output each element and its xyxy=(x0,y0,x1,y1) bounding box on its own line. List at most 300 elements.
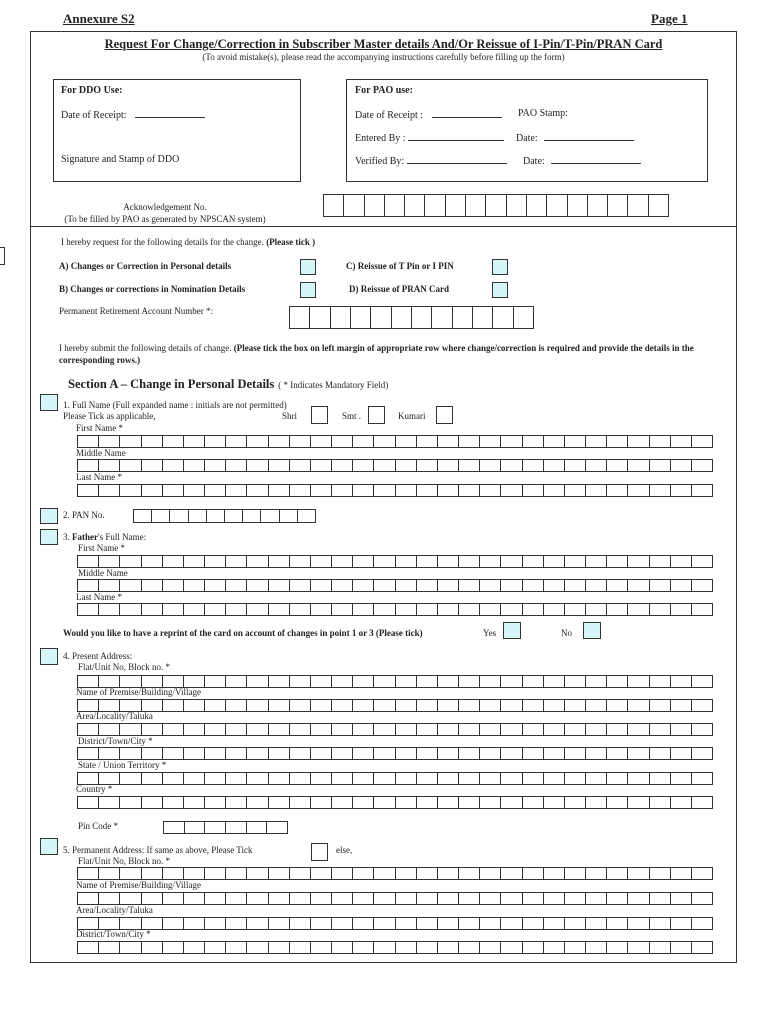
character-cell[interactable] xyxy=(480,868,501,879)
character-cell[interactable] xyxy=(523,893,544,904)
character-cell[interactable] xyxy=(523,580,544,591)
character-cell[interactable] xyxy=(374,604,395,615)
character-cell[interactable] xyxy=(544,700,565,711)
character-cell[interactable] xyxy=(99,485,120,496)
character-cell[interactable] xyxy=(438,676,459,687)
character-cell[interactable] xyxy=(671,485,692,496)
character-cell[interactable] xyxy=(438,436,459,447)
character-cell[interactable] xyxy=(280,510,298,522)
character-cell[interactable] xyxy=(374,676,395,687)
character-cell[interactable] xyxy=(311,460,332,471)
character-cell[interactable] xyxy=(459,485,480,496)
character-cell[interactable] xyxy=(417,676,438,687)
character-cell[interactable] xyxy=(480,700,501,711)
character-cell[interactable] xyxy=(438,485,459,496)
character-cell[interactable] xyxy=(226,700,247,711)
character-cell[interactable] xyxy=(374,556,395,567)
character-cell[interactable] xyxy=(507,195,527,216)
character-cell[interactable] xyxy=(142,724,163,735)
character-cell[interactable] xyxy=(205,485,226,496)
character-cell[interactable] xyxy=(332,676,353,687)
character-cell[interactable] xyxy=(184,748,205,759)
character-cell[interactable] xyxy=(120,604,141,615)
character-cell[interactable] xyxy=(205,580,226,591)
character-cell[interactable] xyxy=(586,485,607,496)
character-cell[interactable] xyxy=(311,676,332,687)
character-cell[interactable] xyxy=(205,773,226,784)
character-cell[interactable] xyxy=(269,436,290,447)
character-cell[interactable] xyxy=(586,436,607,447)
character-cell[interactable] xyxy=(396,773,417,784)
character-cell[interactable] xyxy=(353,460,374,471)
character-cell[interactable] xyxy=(290,700,311,711)
character-cell[interactable] xyxy=(290,893,311,904)
character-cell[interactable] xyxy=(692,556,712,567)
character-cell[interactable] xyxy=(269,868,290,879)
present-country-grid[interactable] xyxy=(77,796,713,809)
character-cell[interactable] xyxy=(163,893,184,904)
character-cell[interactable] xyxy=(523,868,544,879)
character-cell[interactable] xyxy=(311,773,332,784)
character-cell[interactable] xyxy=(692,700,712,711)
character-cell[interactable] xyxy=(568,195,588,216)
present-premise-grid[interactable] xyxy=(77,699,713,712)
character-cell[interactable] xyxy=(396,485,417,496)
character-cell[interactable] xyxy=(438,868,459,879)
character-cell[interactable] xyxy=(544,868,565,879)
character-cell[interactable] xyxy=(493,307,513,328)
character-cell[interactable] xyxy=(374,893,395,904)
character-cell[interactable] xyxy=(163,604,184,615)
character-cell[interactable] xyxy=(396,700,417,711)
character-cell[interactable] xyxy=(544,893,565,904)
character-cell[interactable] xyxy=(247,918,268,929)
character-cell[interactable] xyxy=(501,700,522,711)
character-cell[interactable] xyxy=(501,918,522,929)
character-cell[interactable] xyxy=(628,918,649,929)
character-cell[interactable] xyxy=(261,510,279,522)
character-cell[interactable] xyxy=(374,485,395,496)
character-cell[interactable] xyxy=(607,724,628,735)
character-cell[interactable] xyxy=(459,748,480,759)
character-cell[interactable] xyxy=(120,580,141,591)
character-cell[interactable] xyxy=(163,748,184,759)
character-cell[interactable] xyxy=(607,556,628,567)
character-cell[interactable] xyxy=(332,942,353,953)
character-cell[interactable] xyxy=(692,797,712,808)
character-cell[interactable] xyxy=(417,748,438,759)
character-cell[interactable] xyxy=(692,773,712,784)
character-cell[interactable] xyxy=(332,485,353,496)
character-cell[interactable] xyxy=(544,556,565,567)
character-cell[interactable] xyxy=(417,797,438,808)
character-cell[interactable] xyxy=(353,868,374,879)
character-cell[interactable] xyxy=(205,748,226,759)
character-cell[interactable] xyxy=(438,797,459,808)
character-cell[interactable] xyxy=(459,700,480,711)
character-cell[interactable] xyxy=(459,436,480,447)
character-cell[interactable] xyxy=(650,942,671,953)
character-cell[interactable] xyxy=(586,918,607,929)
character-cell[interactable] xyxy=(459,580,480,591)
character-cell[interactable] xyxy=(438,724,459,735)
character-cell[interactable] xyxy=(184,604,205,615)
character-cell[interactable] xyxy=(142,773,163,784)
character-cell[interactable] xyxy=(650,773,671,784)
character-cell[interactable] xyxy=(311,748,332,759)
character-cell[interactable] xyxy=(565,604,586,615)
character-cell[interactable] xyxy=(290,460,311,471)
character-cell[interactable] xyxy=(184,868,205,879)
character-cell[interactable] xyxy=(247,556,268,567)
character-cell[interactable] xyxy=(78,918,99,929)
character-cell[interactable] xyxy=(374,460,395,471)
character-cell[interactable] xyxy=(692,436,712,447)
character-cell[interactable] xyxy=(459,868,480,879)
character-cell[interactable] xyxy=(332,893,353,904)
character-cell[interactable] xyxy=(586,700,607,711)
character-cell[interactable] xyxy=(184,700,205,711)
character-cell[interactable] xyxy=(332,556,353,567)
character-cell[interactable] xyxy=(311,942,332,953)
character-cell[interactable] xyxy=(586,942,607,953)
character-cell[interactable] xyxy=(247,773,268,784)
character-cell[interactable] xyxy=(607,485,628,496)
character-cell[interactable] xyxy=(628,436,649,447)
character-cell[interactable] xyxy=(586,748,607,759)
character-cell[interactable] xyxy=(353,724,374,735)
character-cell[interactable] xyxy=(459,918,480,929)
present-address-change-checkbox[interactable] xyxy=(40,648,58,665)
character-cell[interactable] xyxy=(396,724,417,735)
character-cell[interactable] xyxy=(586,604,607,615)
character-cell[interactable] xyxy=(290,942,311,953)
character-cell[interactable] xyxy=(269,773,290,784)
character-cell[interactable] xyxy=(523,485,544,496)
character-cell[interactable] xyxy=(78,485,99,496)
character-cell[interactable] xyxy=(184,460,205,471)
character-cell[interactable] xyxy=(163,436,184,447)
character-cell[interactable] xyxy=(692,485,712,496)
character-cell[interactable] xyxy=(417,918,438,929)
character-cell[interactable] xyxy=(650,797,671,808)
character-cell[interactable] xyxy=(544,942,565,953)
character-cell[interactable] xyxy=(205,868,226,879)
character-cell[interactable] xyxy=(99,676,120,687)
character-cell[interactable] xyxy=(544,918,565,929)
character-cell[interactable] xyxy=(184,485,205,496)
character-cell[interactable] xyxy=(628,773,649,784)
character-cell[interactable] xyxy=(671,700,692,711)
character-cell[interactable] xyxy=(417,700,438,711)
character-cell[interactable] xyxy=(396,580,417,591)
present-state-grid[interactable] xyxy=(77,772,713,785)
character-cell[interactable] xyxy=(311,436,332,447)
character-cell[interactable] xyxy=(480,748,501,759)
character-cell[interactable] xyxy=(269,676,290,687)
middle-name-grid[interactable] xyxy=(77,459,713,472)
character-cell[interactable] xyxy=(374,580,395,591)
character-cell[interactable] xyxy=(607,942,628,953)
character-cell[interactable] xyxy=(671,918,692,929)
character-cell[interactable] xyxy=(514,307,533,328)
character-cell[interactable] xyxy=(671,724,692,735)
character-cell[interactable] xyxy=(374,797,395,808)
character-cell[interactable] xyxy=(226,773,247,784)
character-cell[interactable] xyxy=(480,604,501,615)
character-cell[interactable] xyxy=(290,773,311,784)
character-cell[interactable] xyxy=(586,893,607,904)
character-cell[interactable] xyxy=(78,580,99,591)
character-cell[interactable] xyxy=(311,556,332,567)
character-cell[interactable] xyxy=(650,724,671,735)
character-cell[interactable] xyxy=(332,460,353,471)
character-cell[interactable] xyxy=(480,773,501,784)
character-cell[interactable] xyxy=(163,868,184,879)
character-cell[interactable] xyxy=(163,797,184,808)
character-cell[interactable] xyxy=(226,748,247,759)
character-cell[interactable] xyxy=(586,460,607,471)
character-cell[interactable] xyxy=(396,942,417,953)
character-cell[interactable] xyxy=(607,460,628,471)
character-cell[interactable] xyxy=(628,580,649,591)
character-cell[interactable] xyxy=(650,893,671,904)
character-cell[interactable] xyxy=(650,918,671,929)
permanent-area-grid[interactable] xyxy=(77,917,713,930)
character-cell[interactable] xyxy=(628,556,649,567)
character-cell[interactable] xyxy=(163,485,184,496)
character-cell[interactable] xyxy=(243,510,261,522)
character-cell[interactable] xyxy=(628,797,649,808)
character-cell[interactable] xyxy=(650,485,671,496)
character-cell[interactable] xyxy=(247,604,268,615)
character-cell[interactable] xyxy=(78,460,99,471)
entered-by-field[interactable] xyxy=(408,131,504,141)
character-cell[interactable] xyxy=(565,676,586,687)
character-cell[interactable] xyxy=(99,868,120,879)
pao-date-field[interactable] xyxy=(432,108,502,118)
character-cell[interactable] xyxy=(607,748,628,759)
character-cell[interactable] xyxy=(396,893,417,904)
character-cell[interactable] xyxy=(269,942,290,953)
character-cell[interactable] xyxy=(290,868,311,879)
character-cell[interactable] xyxy=(290,485,311,496)
character-cell[interactable] xyxy=(205,700,226,711)
character-cell[interactable] xyxy=(628,700,649,711)
character-cell[interactable] xyxy=(290,748,311,759)
shri-checkbox[interactable] xyxy=(311,406,328,424)
character-cell[interactable] xyxy=(405,195,425,216)
character-cell[interactable] xyxy=(205,942,226,953)
character-cell[interactable] xyxy=(671,676,692,687)
character-cell[interactable] xyxy=(269,580,290,591)
character-cell[interactable] xyxy=(142,580,163,591)
character-cell[interactable] xyxy=(438,604,459,615)
character-cell[interactable] xyxy=(523,797,544,808)
character-cell[interactable] xyxy=(226,868,247,879)
character-cell[interactable] xyxy=(185,822,206,833)
character-cell[interactable] xyxy=(226,460,247,471)
character-cell[interactable] xyxy=(480,485,501,496)
character-cell[interactable] xyxy=(163,773,184,784)
character-cell[interactable] xyxy=(269,460,290,471)
character-cell[interactable] xyxy=(607,676,628,687)
character-cell[interactable] xyxy=(353,748,374,759)
character-cell[interactable] xyxy=(120,700,141,711)
character-cell[interactable] xyxy=(671,797,692,808)
father-name-change-checkbox[interactable] xyxy=(40,529,58,545)
character-cell[interactable] xyxy=(189,510,207,522)
character-cell[interactable] xyxy=(459,676,480,687)
kumari-checkbox[interactable] xyxy=(436,406,453,424)
character-cell[interactable] xyxy=(544,460,565,471)
character-cell[interactable] xyxy=(247,676,268,687)
character-cell[interactable] xyxy=(332,580,353,591)
ddo-date-field[interactable] xyxy=(135,108,205,118)
character-cell[interactable] xyxy=(438,700,459,711)
character-cell[interactable] xyxy=(396,748,417,759)
reprint-no-checkbox[interactable] xyxy=(583,622,601,639)
character-cell[interactable] xyxy=(184,676,205,687)
character-cell[interactable] xyxy=(226,580,247,591)
character-cell[interactable] xyxy=(692,604,712,615)
character-cell[interactable] xyxy=(671,748,692,759)
character-cell[interactable] xyxy=(269,604,290,615)
character-cell[interactable] xyxy=(438,556,459,567)
character-cell[interactable] xyxy=(459,942,480,953)
character-cell[interactable] xyxy=(586,724,607,735)
character-cell[interactable] xyxy=(311,893,332,904)
character-cell[interactable] xyxy=(396,460,417,471)
character-cell[interactable] xyxy=(311,868,332,879)
character-cell[interactable] xyxy=(120,676,141,687)
character-cell[interactable] xyxy=(311,580,332,591)
character-cell[interactable] xyxy=(142,485,163,496)
character-cell[interactable] xyxy=(523,556,544,567)
same-as-above-checkbox[interactable] xyxy=(311,843,328,861)
character-cell[interactable] xyxy=(480,436,501,447)
character-cell[interactable] xyxy=(374,773,395,784)
character-cell[interactable] xyxy=(78,724,99,735)
character-cell[interactable] xyxy=(142,748,163,759)
character-cell[interactable] xyxy=(523,436,544,447)
character-cell[interactable] xyxy=(501,724,522,735)
character-cell[interactable] xyxy=(142,893,163,904)
character-cell[interactable] xyxy=(353,485,374,496)
option-a-checkbox[interactable] xyxy=(300,259,316,275)
character-cell[interactable] xyxy=(99,942,120,953)
character-cell[interactable] xyxy=(163,460,184,471)
character-cell[interactable] xyxy=(628,485,649,496)
acknowledgement-number-grid[interactable] xyxy=(323,194,669,217)
character-cell[interactable] xyxy=(385,195,405,216)
character-cell[interactable] xyxy=(351,307,371,328)
character-cell[interactable] xyxy=(565,893,586,904)
character-cell[interactable] xyxy=(99,893,120,904)
character-cell[interactable] xyxy=(78,700,99,711)
character-cell[interactable] xyxy=(205,676,226,687)
character-cell[interactable] xyxy=(269,556,290,567)
pan-change-checkbox[interactable] xyxy=(40,508,58,524)
character-cell[interactable] xyxy=(586,556,607,567)
character-cell[interactable] xyxy=(365,195,385,216)
pin-code-grid[interactable] xyxy=(163,821,288,834)
character-cell[interactable] xyxy=(78,893,99,904)
character-cell[interactable] xyxy=(163,700,184,711)
character-cell[interactable] xyxy=(225,510,243,522)
character-cell[interactable] xyxy=(396,797,417,808)
character-cell[interactable] xyxy=(163,942,184,953)
character-cell[interactable] xyxy=(78,604,99,615)
character-cell[interactable] xyxy=(332,436,353,447)
character-cell[interactable] xyxy=(692,724,712,735)
character-cell[interactable] xyxy=(396,604,417,615)
character-cell[interactable] xyxy=(565,556,586,567)
character-cell[interactable] xyxy=(184,436,205,447)
character-cell[interactable] xyxy=(544,604,565,615)
father-last-name-grid[interactable] xyxy=(77,603,713,616)
character-cell[interactable] xyxy=(671,773,692,784)
character-cell[interactable] xyxy=(565,724,586,735)
character-cell[interactable] xyxy=(247,485,268,496)
character-cell[interactable] xyxy=(247,748,268,759)
character-cell[interactable] xyxy=(152,510,170,522)
character-cell[interactable] xyxy=(473,307,493,328)
character-cell[interactable] xyxy=(459,797,480,808)
character-cell[interactable] xyxy=(142,700,163,711)
character-cell[interactable] xyxy=(501,604,522,615)
character-cell[interactable] xyxy=(692,868,712,879)
character-cell[interactable] xyxy=(78,797,99,808)
character-cell[interactable] xyxy=(290,580,311,591)
character-cell[interactable] xyxy=(374,700,395,711)
character-cell[interactable] xyxy=(353,556,374,567)
character-cell[interactable] xyxy=(523,773,544,784)
character-cell[interactable] xyxy=(374,918,395,929)
character-cell[interactable] xyxy=(331,307,351,328)
character-cell[interactable] xyxy=(269,918,290,929)
character-cell[interactable] xyxy=(501,893,522,904)
character-cell[interactable] xyxy=(120,556,141,567)
character-cell[interactable] xyxy=(247,436,268,447)
character-cell[interactable] xyxy=(565,580,586,591)
character-cell[interactable] xyxy=(290,676,311,687)
character-cell[interactable] xyxy=(628,868,649,879)
character-cell[interactable] xyxy=(396,918,417,929)
character-cell[interactable] xyxy=(523,724,544,735)
character-cell[interactable] xyxy=(544,797,565,808)
character-cell[interactable] xyxy=(353,436,374,447)
character-cell[interactable] xyxy=(99,797,120,808)
character-cell[interactable] xyxy=(99,460,120,471)
character-cell[interactable] xyxy=(78,556,99,567)
character-cell[interactable] xyxy=(247,868,268,879)
permanent-district-grid[interactable] xyxy=(77,941,713,954)
character-cell[interactable] xyxy=(523,700,544,711)
character-cell[interactable] xyxy=(607,604,628,615)
character-cell[interactable] xyxy=(184,580,205,591)
character-cell[interactable] xyxy=(226,893,247,904)
character-cell[interactable] xyxy=(565,436,586,447)
character-cell[interactable] xyxy=(374,436,395,447)
character-cell[interactable] xyxy=(607,918,628,929)
character-cell[interactable] xyxy=(99,556,120,567)
character-cell[interactable] xyxy=(565,700,586,711)
character-cell[interactable] xyxy=(628,724,649,735)
character-cell[interactable] xyxy=(649,195,668,216)
character-cell[interactable] xyxy=(247,580,268,591)
character-cell[interactable] xyxy=(466,195,486,216)
